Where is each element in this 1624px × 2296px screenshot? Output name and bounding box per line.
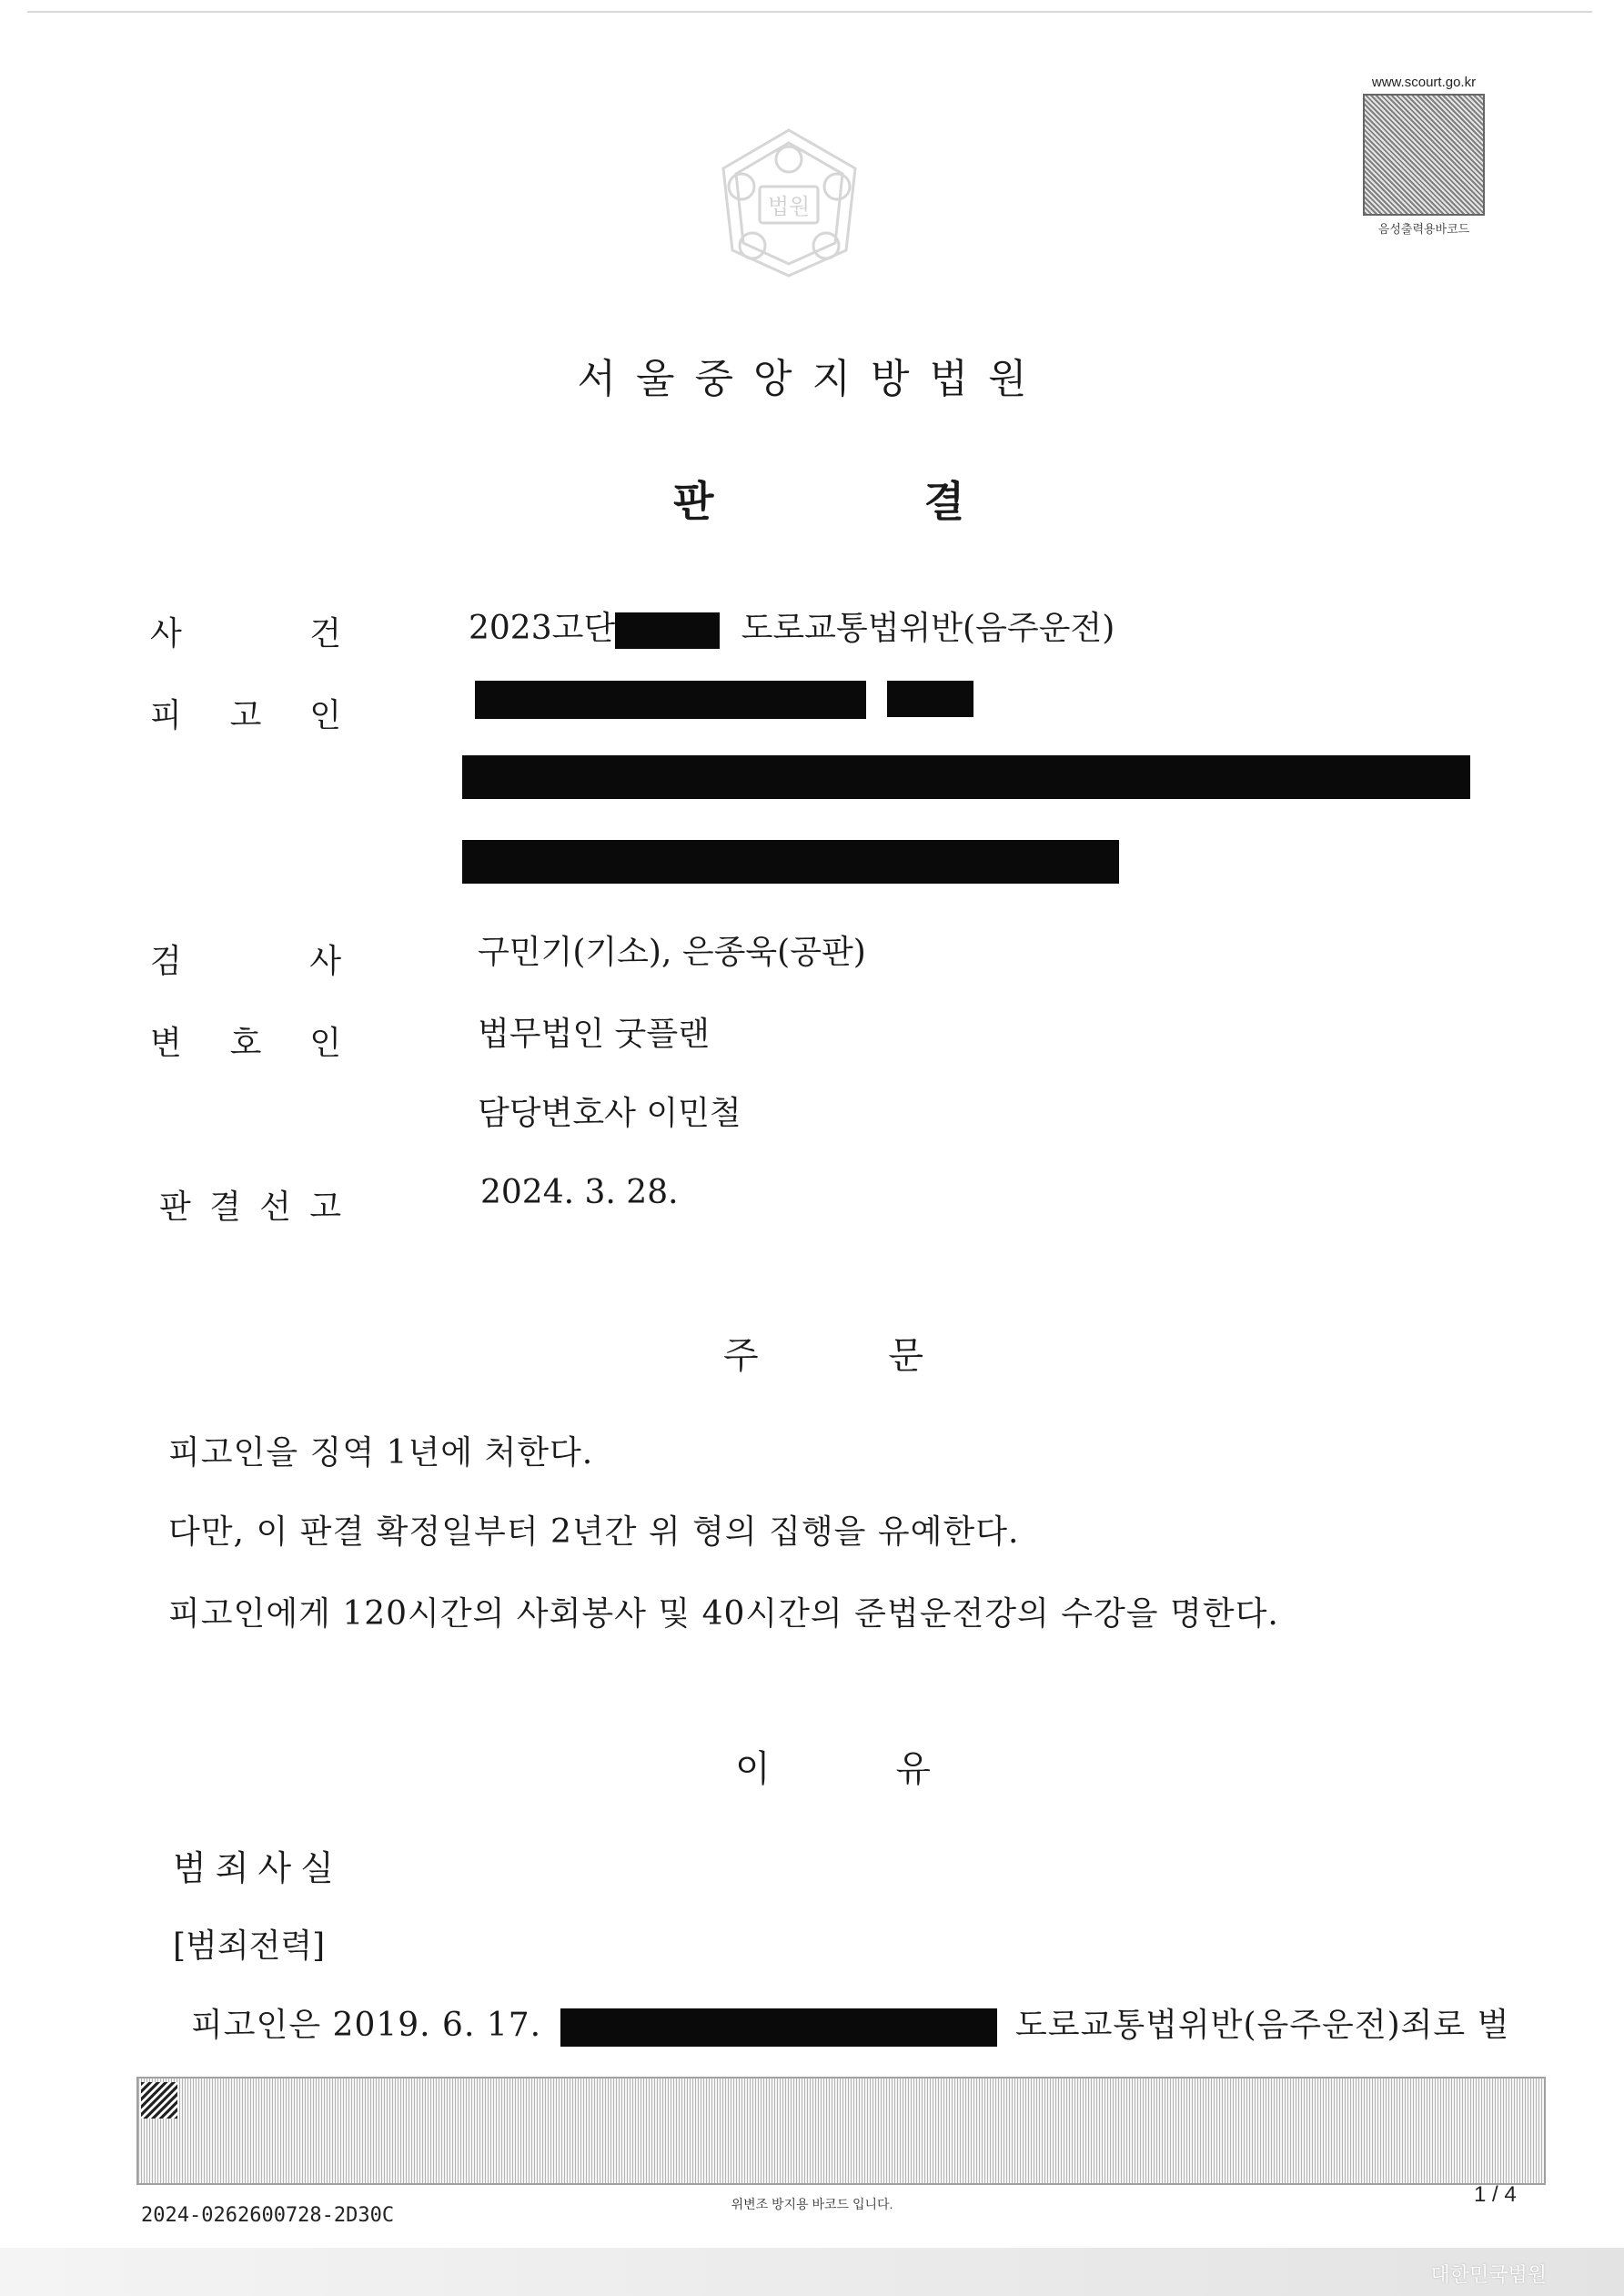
record-line-suffix: 도로교통법위반(음주운전)죄로 벌 [1015, 2007, 1510, 2044]
document-title-char: 판 [673, 477, 714, 526]
qr-code-icon [1363, 94, 1485, 216]
redaction-box [560, 2008, 997, 2047]
qr-caption: 음성출력용바코드 [1377, 222, 1470, 236]
counsel-firm: 법무법인 굿플랜 [478, 1016, 710, 1053]
qr-url: www.scourt.go.kr [1371, 75, 1477, 90]
prosecutor-value: 구민기(기소), 은종욱(공판) [478, 934, 866, 971]
criminal-record-heading: [범죄전력] [173, 1927, 326, 1965]
document-title [673, 469, 964, 529]
order-line: 피고인을 징역 1년에 처한다. [168, 1434, 594, 1472]
heading-char: 문 [888, 1335, 923, 1377]
label-char: 선 [259, 1188, 291, 1226]
verdict-date-label [159, 1181, 341, 1228]
redaction-box [462, 840, 1119, 884]
label-char: 인 [309, 1025, 341, 1062]
crime-facts-subheading: 범죄사실 [173, 1848, 343, 1888]
case-name: 도로교통법위반(음주운전) [741, 610, 1115, 647]
counsel-label [150, 1017, 341, 1064]
anti-forgery-barcode [136, 2077, 1546, 2185]
redaction-box [462, 755, 1470, 799]
label-char: 건 [309, 615, 341, 652]
label-char: 사 [150, 615, 182, 652]
label-char: 인 [309, 697, 341, 734]
label-char: 검 [150, 943, 182, 980]
court-emblem-icon [710, 123, 869, 282]
barcode-corner-mark-icon [141, 2082, 177, 2119]
redaction-box [615, 612, 720, 649]
label-char: 고 [229, 697, 262, 734]
case-label [150, 608, 341, 654]
criminal-record-line [191, 1999, 1509, 2047]
label-char: 피 [150, 697, 182, 734]
heading-char: 이 [735, 1748, 771, 1790]
prosecutor-label [150, 936, 341, 982]
label-char: 사 [309, 943, 341, 980]
verdict-date: 2024. 3. 28. [480, 1174, 679, 1211]
document-code: 2024-0262600728-2D30C [141, 2204, 395, 2227]
record-line-prefix: 피고인은 2019. 6. 17. [191, 2007, 542, 2044]
redaction-box [887, 681, 973, 717]
page-indicator: 1 / 4 [1474, 2182, 1517, 2207]
label-char: 호 [229, 1025, 262, 1062]
court-name: 서울중앙지방법원 [577, 356, 1047, 402]
redaction-box [475, 681, 866, 719]
label-char: 판 [159, 1188, 191, 1226]
document-title-char: 결 [923, 477, 964, 526]
heading-char: 유 [895, 1748, 931, 1790]
anti-forgery-note: 위변조 방지용 바코드 입니다. [731, 2197, 893, 2211]
emblem-text: 법원 [767, 194, 811, 219]
bottom-band [0, 2248, 1624, 2296]
top-border-line [27, 11, 1592, 13]
court-brand-watermark: 대한민국법원 [1430, 2264, 1547, 2287]
defendant-label [150, 690, 341, 736]
order-heading [723, 1327, 923, 1379]
case-number-prefix: 2023고단 [469, 610, 616, 647]
voice-output-barcode [1356, 75, 1492, 237]
order-line: 피고인에게 120시간의 사회봉사 및 40시간의 준법운전강의 수강을 명한다. [168, 1595, 1279, 1633]
counsel-lawyer: 담당변호사 이민철 [478, 1095, 741, 1132]
order-line: 다만, 이 판결 확정일부터 2년간 위 형의 집행을 유예한다. [168, 1513, 1020, 1551]
case-value [469, 602, 1115, 649]
label-char: 결 [209, 1188, 241, 1226]
reasons-heading [735, 1740, 931, 1792]
heading-char: 주 [723, 1335, 759, 1377]
label-char: 변 [150, 1025, 182, 1062]
label-char: 고 [309, 1188, 341, 1226]
